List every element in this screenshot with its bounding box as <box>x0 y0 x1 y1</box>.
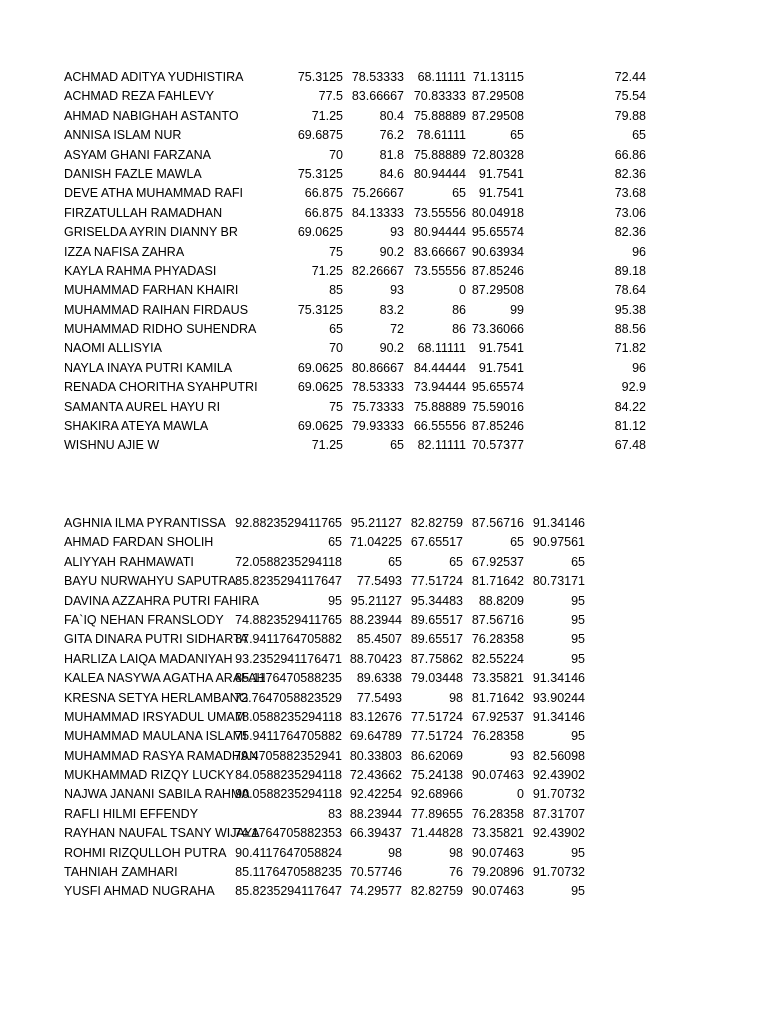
score-cell[interactable]: 83.66667 <box>351 89 404 104</box>
score-cell[interactable]: 82.36 <box>614 166 646 181</box>
score-cell[interactable]: 80.33803 <box>349 748 402 763</box>
score-cell[interactable]: 70.83333 <box>413 89 466 104</box>
score-cell[interactable]: 74.8823529411765 <box>235 612 342 627</box>
student-name-cell[interactable]: MUHAMMAD RASYA RAMADHAN <box>64 748 259 763</box>
table-row <box>0 146 768 165</box>
table-row <box>0 184 768 203</box>
student-name-cell[interactable]: RAFLI HILMI EFFENDY <box>64 806 199 821</box>
score-cell[interactable]: 95.21127 <box>350 593 402 608</box>
table-row <box>0 533 768 552</box>
student-name-cell[interactable]: MUKHAMMAD RIZQY LUCKY <box>64 768 234 783</box>
score-cell[interactable]: 80.86667 <box>351 360 404 375</box>
student-name-cell[interactable]: ACHMAD REZA FAHLEVY <box>64 89 215 104</box>
score-cell[interactable]: 69.0625 <box>297 360 343 375</box>
student-name-cell[interactable]: ASYAM GHANI FARZANA <box>64 147 212 162</box>
score-cell[interactable]: 65 <box>632 128 646 143</box>
student-name-cell[interactable]: SAMANTA AUREL HAYU RI <box>64 399 221 414</box>
score-cell[interactable]: 73.36066 <box>471 322 524 337</box>
score-cell[interactable]: 95.21127 <box>350 516 402 530</box>
score-cell[interactable]: 81.12 <box>614 419 646 434</box>
student-name-cell[interactable]: FIRZATULLAH RAMADHAN <box>64 205 223 220</box>
score-cell[interactable]: 91.34146 <box>532 671 585 686</box>
score-cell[interactable]: 91.34146 <box>532 709 585 724</box>
score-cell[interactable]: 95.34483 <box>410 593 463 608</box>
score-cell[interactable]: 75.24138 <box>410 768 463 783</box>
score-cell[interactable]: 74.29577 <box>349 884 402 899</box>
score-cell[interactable]: 80.4 <box>379 108 404 123</box>
score-cell[interactable]: 91.7541 <box>478 166 524 181</box>
score-cell[interactable]: 72.44 <box>614 70 646 84</box>
score-cell[interactable]: 87.31707 <box>532 806 585 821</box>
score-cell[interactable]: 73.06 <box>614 205 646 220</box>
score-cell[interactable]: 80.04918 <box>471 205 524 220</box>
score-cell[interactable]: 67.48 <box>614 438 646 453</box>
table-row <box>0 68 768 87</box>
score-cell[interactable]: 81.71642 <box>471 574 524 589</box>
table-row <box>0 650 768 669</box>
table-row <box>0 824 768 843</box>
table-row <box>0 514 768 533</box>
table-row <box>0 398 768 417</box>
score-cell[interactable]: 78.53333 <box>351 70 404 84</box>
table-row <box>0 766 768 785</box>
score-cell[interactable]: 91.7541 <box>478 186 524 201</box>
score-cell[interactable]: 90.07463 <box>471 884 524 899</box>
score-cell[interactable]: 65 <box>510 535 524 550</box>
score-cell[interactable]: 77.51724 <box>410 729 463 744</box>
student-name-cell[interactable]: SHAKIRA ATEYA MAWLA <box>64 419 209 434</box>
table-row <box>0 243 768 262</box>
score-cell[interactable]: 84.22 <box>614 399 646 414</box>
score-cell[interactable]: 78.0588235294118 <box>235 709 342 724</box>
score-cell[interactable]: 65 <box>571 554 585 569</box>
score-cell[interactable]: 88.70423 <box>349 651 402 666</box>
score-cell[interactable]: 79.20896 <box>471 865 524 880</box>
score-cell[interactable]: 75.9411764705882 <box>235 729 342 744</box>
score-cell[interactable]: 88.23944 <box>349 612 402 627</box>
table-row <box>0 805 768 824</box>
student-name-cell[interactable]: MUHAMMAD RAIHAN FIRDAUS <box>64 302 249 317</box>
score-cell[interactable]: 83 <box>328 806 342 821</box>
table-row <box>0 126 768 145</box>
student-name-cell[interactable]: AGHNIA ILMA PYRANTISSA <box>64 516 226 530</box>
score-cell[interactable]: 77.89655 <box>410 806 463 821</box>
score-cell[interactable]: 84.44444 <box>413 360 466 375</box>
student-name-cell[interactable]: HARLIZA LAIQA MADANIYAH <box>64 651 233 666</box>
score-cell[interactable]: 87.9411764705882 <box>235 632 342 647</box>
score-cell[interactable]: 90.97561 <box>532 535 585 550</box>
score-cell[interactable]: 90.63934 <box>471 244 524 259</box>
score-cell[interactable]: 83.12676 <box>349 709 402 724</box>
score-cell[interactable]: 73.55556 <box>413 205 466 220</box>
score-cell[interactable]: 0 <box>459 283 466 298</box>
score-cell[interactable]: 75.3125 <box>297 166 343 181</box>
score-cell[interactable]: 92.9 <box>621 380 646 395</box>
score-cell[interactable]: 70.57746 <box>349 865 402 880</box>
score-cell[interactable]: 66.875 <box>304 205 343 220</box>
student-name-cell[interactable]: DAVINA AZZAHRA PUTRI FAHIRA <box>64 593 259 608</box>
score-cell[interactable]: 77.5 <box>318 89 343 104</box>
score-cell[interactable]: 75.88889 <box>413 108 466 123</box>
score-cell[interactable]: 80.94444 <box>413 225 466 240</box>
table-row <box>0 359 768 378</box>
table-row <box>0 553 768 572</box>
table-row <box>0 669 768 688</box>
table-row <box>0 378 768 397</box>
score-cell[interactable]: 73.35821 <box>471 671 524 686</box>
score-cell[interactable]: 96 <box>632 360 646 375</box>
table-row <box>0 592 768 611</box>
student-name-cell[interactable]: GRISELDA AYRIN DIANNY BR <box>64 225 238 240</box>
student-name-cell[interactable]: YUSFI AHMAD NUGRAHA <box>64 884 215 899</box>
score-cell[interactable]: 88.23944 <box>349 806 402 821</box>
table-row <box>0 262 768 281</box>
score-cell[interactable]: 85.8235294117647 <box>235 884 342 899</box>
score-cell[interactable]: 98 <box>449 690 463 705</box>
score-cell[interactable]: 69.0625 <box>297 225 343 240</box>
score-cell[interactable]: 86.62069 <box>410 748 463 763</box>
score-cell[interactable]: 90.2 <box>379 341 404 356</box>
table-row <box>0 281 768 300</box>
score-cell[interactable]: 92.8823529411765 <box>235 516 342 530</box>
score-cell[interactable]: 72.43662 <box>349 768 402 783</box>
score-cell[interactable]: 87.29508 <box>471 283 524 298</box>
score-cell[interactable]: 90.2 <box>379 244 404 259</box>
score-cell[interactable]: 93 <box>390 225 404 240</box>
student-name-cell[interactable]: KRESNA SETYA HERLAMBANG <box>64 690 249 705</box>
table-row <box>0 301 768 320</box>
score-cell[interactable]: 92.43902 <box>532 768 585 783</box>
score-cell[interactable]: 68.11111 <box>417 70 466 84</box>
student-name-cell[interactable]: MUHAMMAD IRSYADUL UMAM <box>64 709 246 724</box>
score-cell[interactable]: 91.70732 <box>532 787 585 802</box>
score-cell[interactable]: 82.82759 <box>410 516 463 530</box>
table-row <box>0 785 768 804</box>
score-cell[interactable]: 76.2 <box>379 128 404 143</box>
score-cell[interactable]: 77.5493 <box>356 574 402 589</box>
score-cell[interactable]: 75.3125 <box>297 70 343 84</box>
score-cell[interactable]: 71.25 <box>311 263 343 278</box>
score-cell[interactable]: 78.64 <box>614 283 646 298</box>
score-cell[interactable]: 70 <box>329 341 343 356</box>
table-row <box>0 204 768 223</box>
score-cell[interactable]: 75.3125 <box>297 302 343 317</box>
score-cell[interactable]: 79.88 <box>614 108 646 123</box>
score-cell[interactable]: 96 <box>632 244 646 259</box>
table-row <box>0 107 768 126</box>
score-cell[interactable]: 95.65574 <box>471 380 524 395</box>
score-cell[interactable]: 79.03448 <box>410 671 463 686</box>
table-row <box>0 339 768 358</box>
score-cell[interactable]: 90.07463 <box>471 768 524 783</box>
score-cell[interactable]: 71.04225 <box>349 535 402 550</box>
score-cell[interactable]: 79.93333 <box>351 419 404 434</box>
student-name-cell[interactable]: ROHMI RIZQULLOH PUTRA <box>64 845 227 860</box>
student-name-cell[interactable]: MUHAMMAD RIDHO SUHENDRA <box>64 322 257 337</box>
score-cell[interactable]: 75.26667 <box>351 186 404 201</box>
score-cell[interactable]: 84.0588235294118 <box>235 768 342 783</box>
score-cell[interactable]: 87.29508 <box>471 89 524 104</box>
score-cell[interactable]: 68.11111 <box>417 341 466 356</box>
score-cell[interactable]: 79.4705882352941 <box>234 748 342 763</box>
score-cell[interactable]: 72.7647058823529 <box>234 690 342 705</box>
score-cell[interactable]: 83.2 <box>379 302 404 317</box>
score-cell[interactable]: 82.82759 <box>410 884 463 899</box>
score-cell[interactable]: 77.51724 <box>410 709 463 724</box>
score-cell[interactable]: 95 <box>328 593 342 608</box>
score-cell[interactable]: 87.75862 <box>410 651 463 666</box>
grade-table-bottom <box>0 514 768 902</box>
table-row <box>0 436 768 455</box>
score-cell[interactable]: 92.43902 <box>532 826 585 841</box>
student-name-cell[interactable]: RAYHAN NAUFAL TSANY WIJAYA <box>64 826 260 841</box>
score-cell[interactable]: 74.1764705882353 <box>234 826 342 841</box>
student-name-cell[interactable]: KALEA NASYWA AGATHA ARAFAH <box>64 671 266 686</box>
score-cell[interactable]: 84.13333 <box>351 205 404 220</box>
student-name-cell[interactable]: KAYLA RAHMA PHYADASI <box>64 263 217 278</box>
score-cell[interactable]: 72.80328 <box>471 147 524 162</box>
score-cell[interactable]: 91.7541 <box>478 360 524 375</box>
table-row <box>0 727 768 746</box>
student-name-cell[interactable]: ACHMAD ADITYA YUDHISTIRA <box>64 70 244 84</box>
score-cell[interactable]: 84.6 <box>379 166 404 181</box>
table-row <box>0 223 768 242</box>
score-cell[interactable]: 86 <box>452 322 466 337</box>
score-cell[interactable]: 65 <box>510 128 524 143</box>
score-cell[interactable]: 73.94444 <box>413 380 466 395</box>
score-cell[interactable]: 95 <box>571 593 585 608</box>
score-cell[interactable]: 67.92537 <box>471 709 524 724</box>
score-cell[interactable]: 93.2352941176471 <box>235 651 342 666</box>
score-cell[interactable]: 67.92537 <box>471 554 524 569</box>
score-cell[interactable]: 71.25 <box>311 438 343 453</box>
score-cell[interactable]: 91.70732 <box>532 865 585 880</box>
score-cell[interactable]: 85.1176470588235 <box>235 671 342 686</box>
score-cell[interactable]: 93.90244 <box>532 690 585 705</box>
score-cell[interactable]: 65 <box>329 322 343 337</box>
score-cell[interactable]: 75 <box>329 399 343 414</box>
table-row <box>0 87 768 106</box>
score-cell[interactable]: 87.56716 <box>471 516 524 530</box>
score-cell[interactable]: 85 <box>329 283 343 298</box>
score-cell[interactable]: 90.0588235294118 <box>235 787 342 802</box>
table-row <box>0 572 768 591</box>
score-cell[interactable]: 89.65517 <box>410 612 463 627</box>
score-cell[interactable]: 82.55224 <box>471 651 524 666</box>
student-name-cell[interactable]: MUHAMMAD FARHAN KHAIRI <box>64 283 239 298</box>
table-row <box>0 417 768 436</box>
student-name-cell[interactable]: ANNISA ISLAM NUR <box>64 128 182 143</box>
score-cell[interactable]: 69.64789 <box>349 729 402 744</box>
score-cell[interactable]: 76.28358 <box>471 632 524 647</box>
score-cell[interactable]: 87.29508 <box>471 108 524 123</box>
score-cell[interactable]: 65 <box>390 438 404 453</box>
score-cell[interactable]: 69.0625 <box>297 380 343 395</box>
score-cell[interactable]: 81.71642 <box>471 690 524 705</box>
score-cell[interactable]: 88.56 <box>614 322 646 337</box>
score-cell[interactable]: 70.57377 <box>471 438 524 453</box>
score-cell[interactable]: 70 <box>329 147 343 162</box>
score-cell[interactable]: 65 <box>449 554 463 569</box>
table-row <box>0 320 768 339</box>
score-cell[interactable]: 82.36 <box>614 225 646 240</box>
score-cell[interactable]: 75 <box>329 244 343 259</box>
score-cell[interactable]: 77.51724 <box>410 574 463 589</box>
score-cell[interactable]: 82.26667 <box>351 263 404 278</box>
student-name-cell[interactable]: DANISH FAZLE MAWLA <box>64 166 202 181</box>
score-cell[interactable]: 71.25 <box>311 108 343 123</box>
score-cell[interactable]: 98 <box>388 845 402 860</box>
score-cell[interactable]: 89.18 <box>614 263 646 278</box>
score-cell[interactable]: 95 <box>571 845 585 860</box>
score-cell[interactable]: 73.35821 <box>471 826 524 841</box>
table-row <box>0 863 768 882</box>
score-cell[interactable]: 92.42254 <box>349 787 402 802</box>
student-name-cell[interactable]: BAYU NURWAHYU SAPUTRA <box>64 574 237 589</box>
table-row <box>0 689 768 708</box>
score-cell[interactable]: 85.1176470588235 <box>235 865 342 880</box>
score-cell[interactable]: 83.66667 <box>413 244 466 259</box>
score-cell[interactable]: 95 <box>571 632 585 647</box>
score-cell[interactable]: 69.6875 <box>297 128 343 143</box>
score-cell[interactable]: 80.94444 <box>413 166 466 181</box>
score-cell[interactable]: 71.13115 <box>472 70 524 84</box>
score-cell[interactable]: 95 <box>571 884 585 899</box>
score-cell[interactable]: 85.4507 <box>356 632 402 647</box>
student-name-cell[interactable]: TAHNIAH ZAMHARI <box>64 865 178 880</box>
score-cell[interactable]: 73.55556 <box>413 263 466 278</box>
score-cell[interactable]: 89.6338 <box>356 671 402 686</box>
score-cell[interactable]: 88.8209 <box>478 593 524 608</box>
score-cell[interactable]: 66.55556 <box>413 419 466 434</box>
score-cell[interactable]: 75.73333 <box>351 399 404 414</box>
score-cell[interactable]: 65 <box>328 535 342 550</box>
score-cell[interactable]: 66.875 <box>304 186 343 201</box>
student-name-cell[interactable]: WISHNU AJIE W <box>64 438 160 453</box>
score-cell[interactable]: 75.88889 <box>413 399 466 414</box>
table-row <box>0 165 768 184</box>
score-cell[interactable]: 86 <box>452 302 466 317</box>
score-cell[interactable]: 75.54 <box>614 89 646 104</box>
student-name-cell[interactable]: FA`IQ NEHAN FRANSLODY <box>64 612 224 627</box>
score-cell[interactable]: 82.11111 <box>417 438 466 453</box>
score-cell[interactable]: 75.88889 <box>413 147 466 162</box>
score-cell[interactable]: 91.34146 <box>532 516 585 530</box>
score-cell[interactable]: 66.39437 <box>349 826 402 841</box>
table-row <box>0 844 768 863</box>
score-cell[interactable]: 75.59016 <box>471 399 524 414</box>
score-cell[interactable]: 99 <box>510 302 524 317</box>
score-cell[interactable]: 78.53333 <box>351 380 404 395</box>
score-cell[interactable]: 66.86 <box>614 147 646 162</box>
table-row <box>0 708 768 727</box>
score-cell[interactable]: 72.0588235294118 <box>235 554 342 569</box>
grade-table-top <box>0 68 768 456</box>
score-cell[interactable]: 76.28358 <box>471 729 524 744</box>
score-cell[interactable]: 98 <box>449 845 463 860</box>
score-cell[interactable]: 87.56716 <box>471 612 524 627</box>
table-row <box>0 630 768 649</box>
score-cell[interactable]: 76.28358 <box>471 806 524 821</box>
score-cell[interactable]: 78.61111 <box>416 128 466 143</box>
score-cell[interactable]: 73.68 <box>614 186 646 201</box>
student-name-cell[interactable]: GITA DINARA PUTRI SIDHARTA <box>64 632 249 647</box>
student-name-cell[interactable]: DEVE ATHA MUHAMMAD RAFI <box>64 186 243 201</box>
table-row <box>0 611 768 630</box>
student-name-cell[interactable]: NAJWA JANANI SABILA RAHMA <box>64 787 250 802</box>
student-name-cell[interactable]: NAOMI ALLISYIA <box>64 341 162 356</box>
score-cell[interactable]: 81.8 <box>379 147 404 162</box>
table-row <box>0 747 768 766</box>
score-cell[interactable]: 71.82 <box>614 341 646 356</box>
score-cell[interactable]: 92.68966 <box>410 787 463 802</box>
score-cell[interactable]: 95.38 <box>614 302 646 317</box>
score-cell[interactable]: 87.85246 <box>471 263 524 278</box>
score-cell[interactable]: 71.44828 <box>410 826 463 841</box>
score-cell[interactable]: 95 <box>571 729 585 744</box>
score-cell[interactable]: 95 <box>571 612 585 627</box>
score-cell[interactable]: 95 <box>571 651 585 666</box>
score-cell[interactable]: 85.8235294117647 <box>235 574 342 589</box>
student-name-cell[interactable]: AHMAD NABIGHAH ASTANTO <box>64 108 239 123</box>
score-cell[interactable]: 76 <box>449 865 463 880</box>
student-name-cell[interactable]: MUHAMMAD MAULANA ISLAMI <box>64 729 247 744</box>
table-row <box>0 882 768 901</box>
score-cell[interactable]: 91.7541 <box>478 341 524 356</box>
student-name-cell[interactable]: IZZA NAFISA ZAHRA <box>64 244 185 259</box>
score-cell[interactable]: 82.56098 <box>532 748 585 763</box>
score-cell[interactable]: 67.65517 <box>410 535 463 550</box>
score-cell[interactable]: 87.85246 <box>471 419 524 434</box>
score-cell[interactable]: 90.07463 <box>471 845 524 860</box>
score-cell[interactable]: 69.0625 <box>297 419 343 434</box>
student-name-cell[interactable]: NAYLA INAYA PUTRI KAMILA <box>64 360 233 375</box>
student-name-cell[interactable]: AHMAD FARDAN SHOLIH <box>64 535 214 550</box>
score-cell[interactable]: 65 <box>388 554 402 569</box>
student-name-cell[interactable]: RENADA CHORITHA SYAHPUTRI <box>64 380 258 395</box>
score-cell[interactable]: 77.5493 <box>356 690 402 705</box>
score-cell[interactable]: 93 <box>390 283 404 298</box>
score-cell[interactable]: 72 <box>390 322 404 337</box>
score-cell[interactable]: 89.65517 <box>410 632 463 647</box>
score-cell[interactable]: 80.73171 <box>532 574 585 589</box>
score-cell[interactable]: 93 <box>510 748 524 763</box>
score-cell[interactable]: 95.65574 <box>471 225 524 240</box>
score-cell[interactable]: 90.4117647058824 <box>235 845 342 860</box>
student-name-cell[interactable]: ALIYYAH RAHMAWATI <box>64 554 194 569</box>
score-cell[interactable]: 65 <box>452 186 466 201</box>
score-cell[interactable]: 0 <box>517 787 524 802</box>
